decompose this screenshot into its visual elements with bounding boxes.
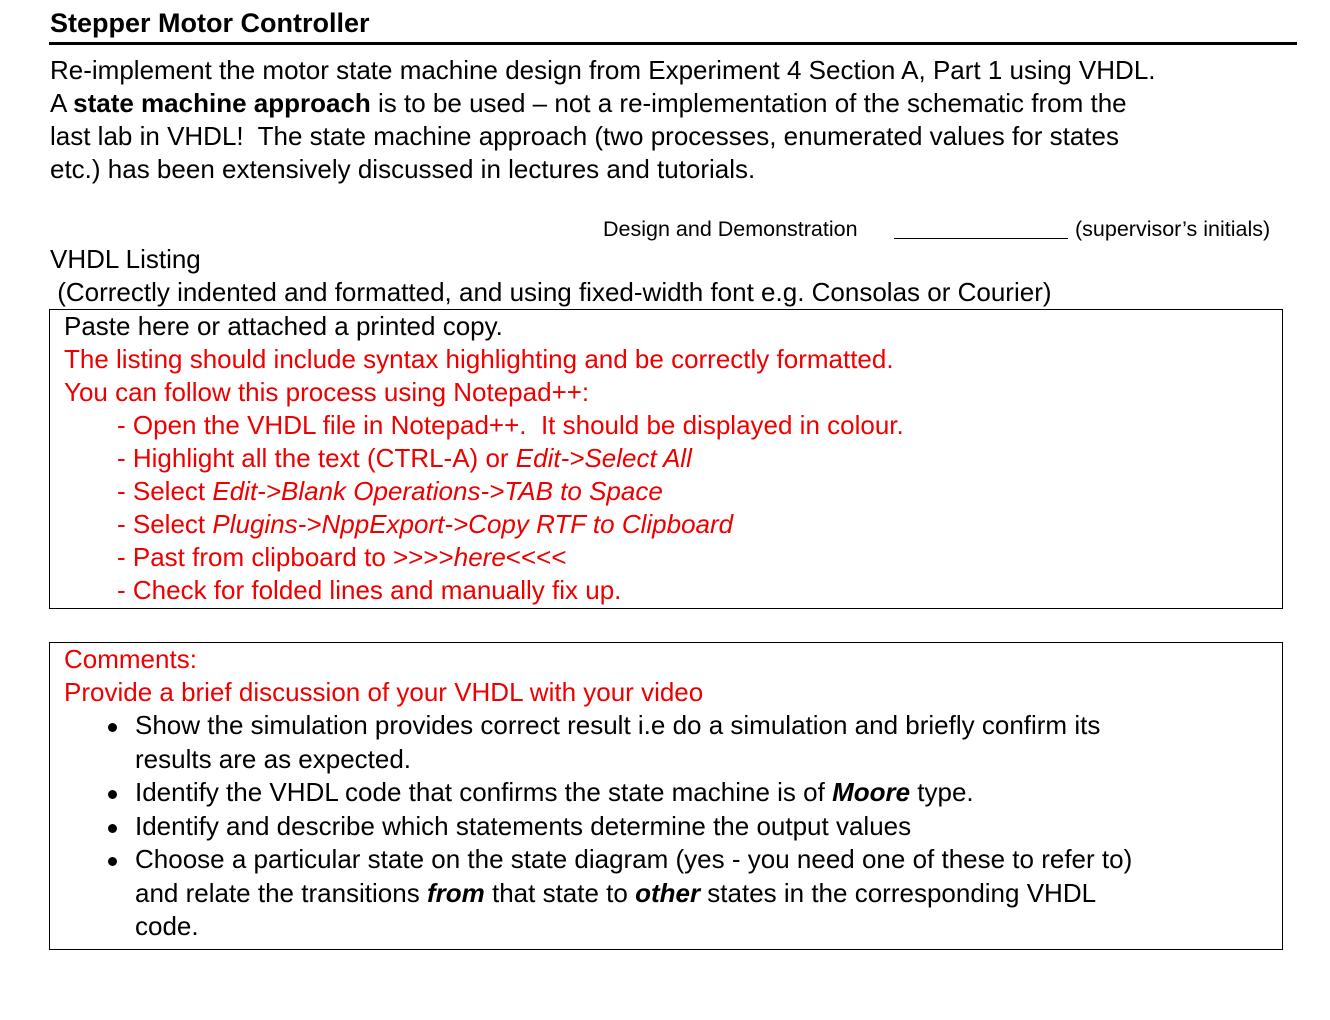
comment-bullet-4-text (135, 843, 1132, 944)
intro-line-2 (50, 87, 1156, 120)
comments-subheading: Provide a brief discussion of your VHDL with your video (64, 677, 704, 707)
intro-paragraph (50, 54, 1156, 186)
bullet-dot (50, 709, 135, 776)
listing-box-line-1: Paste here or attached a printed copy. (64, 311, 503, 341)
step-5-text: - Past from clipboard to >>>> (117, 542, 454, 572)
intro-bold-phrase: state machine approach (73, 88, 371, 118)
comment-bullet-4-line-3: code. (135, 911, 199, 941)
bullet-dot (50, 810, 135, 844)
listing-box-line-3: You can follow this process using Notepad++: (64, 377, 590, 407)
step-3 (64, 475, 1282, 508)
step-3-italic: Edit->Blank Operations->TAB to Space (212, 476, 663, 506)
comment-bullet-2-end: type. (910, 777, 974, 807)
signoff-suffix: (supervisor’s initials) (1075, 217, 1271, 241)
comment-bullet-3-text: Identify and describe which statements determine the output values (135, 810, 912, 841)
intro-line-4: etc.) has been extensively discussed in lectures and tutorials. (50, 154, 756, 184)
comment-bullet-1 (50, 709, 1282, 776)
from-emphasis: from (426, 877, 485, 908)
signoff-label: Design and Demonstration (603, 217, 858, 241)
step-6-text: - Check for folded lines and manually fix up. (117, 575, 622, 605)
other-emphasis: other (635, 877, 701, 908)
comment-bullet-2-start: Identify the VHDL code that confirms the state machine is of (135, 777, 833, 807)
listing-heading: VHDL Listing (50, 244, 201, 274)
comments-box[interactable] (49, 642, 1283, 950)
bullet-dot (50, 776, 135, 810)
moore-emphasis: Moore (832, 777, 911, 807)
step-5 (64, 541, 1282, 574)
page-title: Stepper Motor Controller (50, 8, 370, 38)
comment-bullet-4-line-2-end: states in the corresponding VHDL (700, 877, 1097, 908)
step-2-italic: Edit->Select All (515, 443, 692, 473)
intro-line-3: last lab in VHDL! The state machine approach (two processes, enumerated values for states (50, 121, 1119, 151)
intro-line-1: Re-implement the motor state machine design from Experiment 4 Section A, Part 1 using VHDL. (50, 55, 1156, 85)
step-4-text: - Select (117, 509, 213, 539)
comment-bullet-4-line-2 (135, 877, 1132, 911)
comment-bullet-4-line-2-start: and relate the transitions (135, 877, 427, 908)
comment-bullet-4-line-1: Choose a particular state on the state diagram (yes - you need one of these to refer to) (135, 844, 1133, 874)
comment-bullet-1-line-2: results are as expected. (135, 743, 412, 774)
listing-paste-box[interactable] (49, 309, 1283, 609)
comment-bullet-4 (50, 843, 1282, 944)
intro-line-2-start: A (50, 88, 74, 118)
title-underline (49, 42, 1297, 45)
comment-bullet-3 (50, 810, 1282, 844)
step-1 (64, 409, 1282, 442)
comment-bullet-2 (50, 776, 1282, 810)
step-6 (64, 574, 1282, 607)
step-2-text: - Highlight all the text (CTRL-A) or (117, 443, 516, 473)
step-1-text: - Open the VHDL file in Notepad++. It should be displayed in colour. (117, 410, 904, 440)
step-4-italic: Plugins->NppExport->Copy RTF to Clipboard (212, 509, 734, 539)
listing-subheading: (Correctly indented and formatted, and using fixed-width font e.g. Consolas or Courier) (50, 277, 1052, 307)
initials-blank-line[interactable] (894, 238, 1068, 239)
comments-heading: Comments: (64, 644, 197, 674)
bullet-dot (50, 843, 135, 944)
step-3-text: - Select (117, 476, 213, 506)
step-5-end: <<<< (505, 542, 567, 572)
comment-bullet-1-text (135, 709, 1100, 776)
listing-heading-block (50, 243, 1052, 309)
comment-bullet-1-line-1: Show the simulation provides correct result i.e do a simulation and briefly confirm its (135, 710, 1101, 740)
listing-box-line-2: The listing should include syntax highlighting and be correctly formatted. (64, 344, 894, 374)
intro-line-2-end: is to be used – not a re-implementation of the schematic from the (370, 88, 1127, 118)
step-4 (64, 508, 1282, 541)
comment-bullet-2-text (135, 776, 974, 810)
step-5-italic: here (453, 542, 506, 572)
comment-bullet-4-line-2-mid: that state to (484, 877, 636, 908)
step-2 (64, 442, 1282, 475)
